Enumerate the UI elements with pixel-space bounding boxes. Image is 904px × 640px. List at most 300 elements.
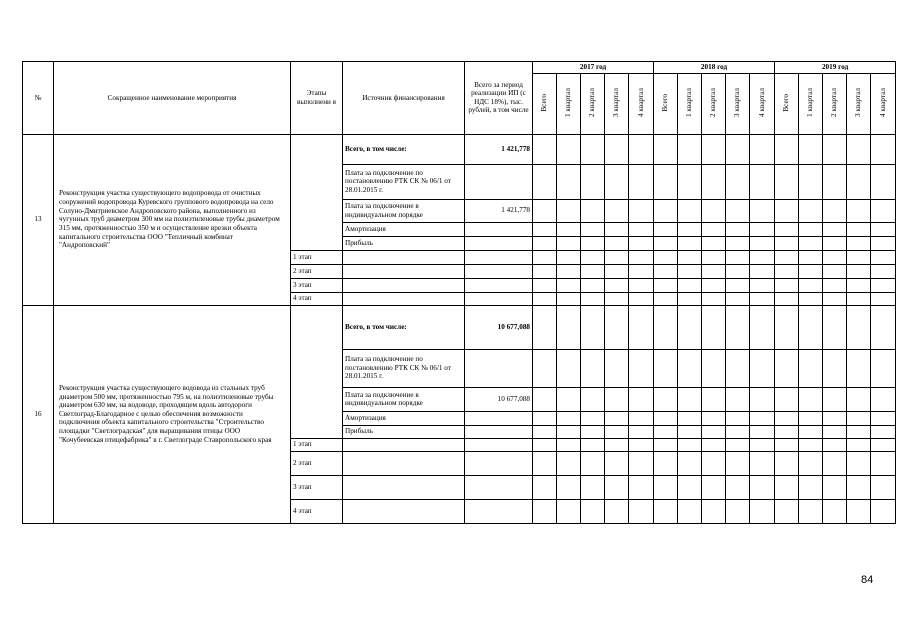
quarter-value-cell	[629, 292, 654, 305]
quarter-value-cell	[654, 164, 678, 199]
quarter-value-cell	[823, 387, 847, 411]
quarter-value-cell	[557, 438, 581, 451]
quarter-value-cell	[775, 236, 799, 250]
quarter-value-cell	[605, 134, 629, 164]
quarter-value-cell	[775, 438, 799, 451]
funding-total-value	[465, 411, 533, 425]
quarter-value-cell	[629, 387, 654, 411]
subheader-label: 4 квартал	[757, 87, 766, 117]
quarter-value-cell	[799, 222, 823, 236]
quarter-value-cell	[799, 451, 823, 475]
quarter-value-cell	[871, 264, 896, 278]
quarter-value-cell	[726, 425, 750, 438]
quarter-value-cell	[629, 222, 654, 236]
quarter-value-cell	[775, 499, 799, 523]
quarter-value-cell	[799, 411, 823, 425]
subheader-cell	[581, 73, 605, 134]
quarter-value-cell	[847, 292, 871, 305]
subheader-label: 3 квартал	[854, 87, 863, 117]
quarter-value-cell	[702, 451, 726, 475]
quarter-value-cell	[678, 164, 702, 199]
header-year-2017: 2017 год	[533, 62, 654, 74]
quarter-value-cell	[629, 250, 654, 264]
subheader-label: 4 квартал	[878, 87, 887, 117]
quarter-value-cell	[654, 387, 678, 411]
stage-label: 4 этап	[291, 292, 343, 305]
header-name: Сокращенное наименование мероприятия	[54, 62, 291, 135]
funding-source-label: Амортизация	[343, 222, 465, 236]
quarter-value-cell	[581, 475, 605, 499]
quarter-value-cell	[343, 278, 465, 292]
quarter-value-cell	[557, 250, 581, 264]
quarter-value-cell	[629, 411, 654, 425]
quarter-value-cell	[726, 164, 750, 199]
quarter-value-cell	[871, 387, 896, 411]
quarter-value-cell	[775, 250, 799, 264]
quarter-value-cell	[750, 164, 775, 199]
quarter-value-cell	[629, 199, 654, 222]
quarter-value-cell	[465, 438, 533, 451]
quarter-value-cell	[629, 499, 654, 523]
funding-total-value	[465, 164, 533, 199]
funding-source-label: Всего, в том числе:	[343, 305, 465, 349]
funding-total-value: 10 677,088	[465, 305, 533, 349]
quarter-value-cell	[605, 164, 629, 199]
quarter-value-cell	[799, 425, 823, 438]
stage-blank-cell	[291, 305, 343, 438]
quarter-value-cell	[799, 387, 823, 411]
quarter-value-cell	[533, 164, 557, 199]
subheader-label: 3 квартал	[612, 87, 621, 117]
quarter-value-cell	[605, 425, 629, 438]
subheader-label: Всего	[661, 93, 670, 112]
quarter-value-cell	[726, 236, 750, 250]
quarter-value-cell	[605, 305, 629, 349]
quarter-value-cell	[465, 499, 533, 523]
quarter-value-cell	[654, 305, 678, 349]
page-number: 84	[861, 574, 874, 586]
quarter-value-cell	[678, 134, 702, 164]
quarter-value-cell	[775, 387, 799, 411]
quarter-value-cell	[581, 278, 605, 292]
quarter-value-cell	[654, 292, 678, 305]
quarter-value-cell	[533, 222, 557, 236]
quarter-value-cell	[465, 475, 533, 499]
quarter-value-cell	[533, 411, 557, 425]
quarter-value-cell	[775, 199, 799, 222]
quarter-value-cell	[871, 250, 896, 264]
quarter-value-cell	[629, 349, 654, 387]
quarter-value-cell	[726, 278, 750, 292]
row-number: 13	[23, 134, 54, 305]
quarter-value-cell	[533, 499, 557, 523]
quarter-value-cell	[629, 438, 654, 451]
quarter-value-cell	[605, 349, 629, 387]
quarter-value-cell	[581, 451, 605, 475]
quarter-value-cell	[629, 278, 654, 292]
quarter-value-cell	[726, 305, 750, 349]
subheader-cell	[799, 73, 823, 134]
quarter-value-cell	[799, 134, 823, 164]
quarter-value-cell	[533, 475, 557, 499]
funding-source-label: Плата за подключение в индивидуальном порядке	[343, 387, 465, 411]
quarter-value-cell	[605, 438, 629, 451]
quarter-value-cell	[678, 199, 702, 222]
quarter-value-cell	[581, 387, 605, 411]
funding-total-value: 1 421,778	[465, 199, 533, 222]
quarter-value-cell	[750, 305, 775, 349]
quarter-value-cell	[581, 264, 605, 278]
quarter-value-cell	[533, 387, 557, 411]
funding-total-value	[465, 222, 533, 236]
quarter-value-cell	[799, 264, 823, 278]
quarter-value-cell	[702, 438, 726, 451]
funding-source-label: Всего, в том числе:	[343, 134, 465, 164]
quarter-value-cell	[823, 278, 847, 292]
funding-source-label: Плата за подключение по постановлению РТК СК № 06/1 от 28.01.2015 г.	[343, 164, 465, 199]
quarter-value-cell	[847, 278, 871, 292]
quarter-value-cell	[799, 236, 823, 250]
quarter-value-cell	[726, 411, 750, 425]
quarter-value-cell	[557, 264, 581, 278]
subheader-label: 2 квартал	[830, 87, 839, 117]
subheader-cell	[629, 73, 654, 134]
quarter-value-cell	[726, 199, 750, 222]
quarter-value-cell	[726, 264, 750, 278]
quarter-value-cell	[557, 278, 581, 292]
quarter-value-cell	[629, 236, 654, 250]
quarter-value-cell	[581, 438, 605, 451]
quarter-value-cell	[654, 199, 678, 222]
header-year-2019: 2019 год	[775, 62, 896, 74]
quarter-value-cell	[847, 134, 871, 164]
quarter-value-cell	[702, 199, 726, 222]
quarter-value-cell	[678, 250, 702, 264]
quarter-value-cell	[581, 349, 605, 387]
quarter-value-cell	[750, 438, 775, 451]
quarter-value-cell	[750, 387, 775, 411]
quarter-value-cell	[847, 387, 871, 411]
funding-total-value	[465, 425, 533, 438]
quarter-value-cell	[557, 236, 581, 250]
quarter-value-cell	[799, 475, 823, 499]
table-body	[23, 134, 896, 523]
investment-program-table	[22, 61, 896, 524]
quarter-value-cell	[557, 451, 581, 475]
quarter-value-cell	[702, 134, 726, 164]
quarter-value-cell	[557, 425, 581, 438]
quarter-value-cell	[581, 199, 605, 222]
quarter-value-cell	[847, 199, 871, 222]
quarter-value-cell	[823, 475, 847, 499]
quarter-value-cell	[343, 451, 465, 475]
quarter-value-cell	[823, 451, 847, 475]
quarter-value-cell	[465, 451, 533, 475]
quarter-value-cell	[678, 222, 702, 236]
quarter-value-cell	[726, 499, 750, 523]
quarter-value-cell	[750, 199, 775, 222]
quarter-value-cell	[750, 222, 775, 236]
quarter-value-cell	[678, 411, 702, 425]
quarter-value-cell	[775, 451, 799, 475]
quarter-value-cell	[605, 292, 629, 305]
subheader-cell	[871, 73, 896, 134]
quarter-value-cell	[823, 250, 847, 264]
quarter-value-cell	[871, 425, 896, 438]
quarter-value-cell	[871, 222, 896, 236]
quarter-value-cell	[750, 411, 775, 425]
quarter-value-cell	[702, 411, 726, 425]
quarter-value-cell	[847, 250, 871, 264]
subheader-cell	[702, 73, 726, 134]
quarter-value-cell	[847, 475, 871, 499]
header-year-2018: 2018 год	[654, 62, 775, 74]
quarter-value-cell	[629, 425, 654, 438]
quarter-value-cell	[847, 305, 871, 349]
funding-source-label: Амортизация	[343, 411, 465, 425]
header-total: Всего за период реализации ИП (с НДС 18%), тыс. рублей, в том числе	[465, 62, 533, 135]
header-source: Источник финансирования	[343, 62, 465, 135]
row-number: 16	[23, 305, 54, 523]
quarter-value-cell	[799, 438, 823, 451]
quarter-value-cell	[465, 250, 533, 264]
quarter-value-cell	[799, 164, 823, 199]
quarter-value-cell	[823, 264, 847, 278]
quarter-value-cell	[750, 236, 775, 250]
quarter-value-cell	[629, 134, 654, 164]
quarter-value-cell	[823, 438, 847, 451]
funding-source-label: Прибыль	[343, 236, 465, 250]
quarter-value-cell	[750, 292, 775, 305]
stage-label: 4 этап	[291, 499, 343, 523]
quarter-value-cell	[847, 451, 871, 475]
quarter-value-cell	[726, 134, 750, 164]
quarter-value-cell	[581, 411, 605, 425]
quarter-value-cell	[750, 250, 775, 264]
table-row	[23, 305, 896, 349]
quarter-value-cell	[702, 164, 726, 199]
stage-label: 1 этап	[291, 438, 343, 451]
quarter-value-cell	[702, 236, 726, 250]
quarter-value-cell	[581, 292, 605, 305]
quarter-value-cell	[605, 499, 629, 523]
quarter-value-cell	[678, 475, 702, 499]
quarter-value-cell	[605, 236, 629, 250]
quarter-value-cell	[629, 451, 654, 475]
quarter-value-cell	[343, 250, 465, 264]
quarter-value-cell	[726, 222, 750, 236]
quarter-value-cell	[557, 292, 581, 305]
subheader-label: 2 квартал	[588, 87, 597, 117]
quarter-value-cell	[847, 164, 871, 199]
quarter-value-cell	[581, 236, 605, 250]
quarter-value-cell	[654, 475, 678, 499]
quarter-value-cell	[678, 305, 702, 349]
quarter-value-cell	[605, 264, 629, 278]
quarter-value-cell	[775, 425, 799, 438]
quarter-value-cell	[799, 499, 823, 523]
quarter-value-cell	[678, 264, 702, 278]
quarter-value-cell	[823, 349, 847, 387]
quarter-value-cell	[702, 387, 726, 411]
quarter-value-cell	[605, 451, 629, 475]
subheader-cell	[823, 73, 847, 134]
quarter-value-cell	[581, 305, 605, 349]
quarter-value-cell	[343, 264, 465, 278]
funding-source-label: Плата за подключение по постановлению РТК СК № 06/1 от 28.01.2015 г.	[343, 349, 465, 387]
quarter-value-cell	[654, 236, 678, 250]
quarter-value-cell	[750, 475, 775, 499]
quarter-value-cell	[533, 134, 557, 164]
quarter-value-cell	[871, 499, 896, 523]
quarter-value-cell	[343, 475, 465, 499]
quarter-value-cell	[726, 250, 750, 264]
quarter-value-cell	[775, 349, 799, 387]
quarter-value-cell	[533, 305, 557, 349]
subheader-cell	[678, 73, 702, 134]
quarter-value-cell	[702, 250, 726, 264]
quarter-value-cell	[702, 222, 726, 236]
quarter-value-cell	[678, 451, 702, 475]
quarter-value-cell	[533, 250, 557, 264]
quarter-value-cell	[847, 499, 871, 523]
quarter-value-cell	[847, 411, 871, 425]
quarter-value-cell	[557, 305, 581, 349]
quarter-value-cell	[557, 499, 581, 523]
quarter-value-cell	[557, 164, 581, 199]
quarter-value-cell	[823, 411, 847, 425]
quarter-value-cell	[557, 411, 581, 425]
quarter-value-cell	[343, 292, 465, 305]
quarter-value-cell	[654, 278, 678, 292]
quarter-value-cell	[654, 451, 678, 475]
quarter-value-cell	[775, 164, 799, 199]
quarter-value-cell	[605, 278, 629, 292]
quarter-value-cell	[823, 222, 847, 236]
quarter-value-cell	[605, 250, 629, 264]
quarter-value-cell	[702, 278, 726, 292]
quarter-value-cell	[533, 236, 557, 250]
quarter-value-cell	[581, 499, 605, 523]
quarter-value-cell	[702, 349, 726, 387]
quarter-value-cell	[581, 164, 605, 199]
subheader-label: 2 квартал	[709, 87, 718, 117]
quarter-value-cell	[823, 292, 847, 305]
quarter-value-cell	[726, 438, 750, 451]
subheader-label: Всего	[782, 93, 791, 112]
stage-blank-cell	[291, 134, 343, 250]
quarter-value-cell	[871, 199, 896, 222]
stage-label: 3 этап	[291, 278, 343, 292]
quarter-value-cell	[847, 349, 871, 387]
quarter-value-cell	[605, 411, 629, 425]
quarter-value-cell	[847, 222, 871, 236]
quarter-value-cell	[823, 134, 847, 164]
subheader-cell	[847, 73, 871, 134]
funding-source-label: Плата за подключение в индивидуальном порядке	[343, 199, 465, 222]
quarter-value-cell	[726, 475, 750, 499]
quarter-value-cell	[581, 425, 605, 438]
quarter-value-cell	[678, 499, 702, 523]
quarter-value-cell	[871, 475, 896, 499]
quarter-value-cell	[750, 499, 775, 523]
subheader-cell	[557, 73, 581, 134]
quarter-value-cell	[726, 349, 750, 387]
quarter-value-cell	[678, 349, 702, 387]
quarter-value-cell	[775, 278, 799, 292]
quarter-value-cell	[726, 387, 750, 411]
quarter-value-cell	[654, 438, 678, 451]
subheader-cell	[726, 73, 750, 134]
quarter-value-cell	[823, 499, 847, 523]
quarter-value-cell	[799, 305, 823, 349]
quarter-value-cell	[654, 264, 678, 278]
quarter-value-cell	[847, 438, 871, 451]
quarter-value-cell	[533, 425, 557, 438]
subheader-label: Всего	[540, 93, 549, 112]
quarter-value-cell	[465, 278, 533, 292]
quarter-value-cell	[775, 305, 799, 349]
measure-description: Реконструкция участка существующего водовода из стальных труб диаметром 500 мм, протяженностью 795 м, на полиэтиленовые трубы диаметром 630 мм, на водоводе, проходящем вдоль автодороги Светлоград-Благодарное с целью обеспечения возможности подключения объекта капитального строительства "Строительство площадки "Светлоградская" для выращивания птицы ООО "Кочубеевская птицефабрика" в г. Светлограде Ставропольского края	[54, 305, 291, 523]
quarter-value-cell	[557, 199, 581, 222]
quarter-value-cell	[750, 278, 775, 292]
quarter-value-cell	[654, 222, 678, 236]
quarter-value-cell	[533, 438, 557, 451]
quarter-value-cell	[678, 438, 702, 451]
subheader-cell	[533, 73, 557, 134]
funding-total-value	[465, 349, 533, 387]
quarter-value-cell	[533, 349, 557, 387]
quarter-value-cell	[726, 292, 750, 305]
quarter-value-cell	[775, 134, 799, 164]
quarter-value-cell	[533, 199, 557, 222]
quarter-value-cell	[750, 425, 775, 438]
quarter-value-cell	[581, 222, 605, 236]
quarter-value-cell	[654, 425, 678, 438]
quarter-value-cell	[654, 499, 678, 523]
quarter-value-cell	[871, 292, 896, 305]
quarter-value-cell	[702, 475, 726, 499]
quarter-value-cell	[775, 222, 799, 236]
funding-total-value	[465, 236, 533, 250]
quarter-value-cell	[557, 349, 581, 387]
subheader-label: 1 квартал	[806, 87, 815, 117]
quarter-value-cell	[465, 292, 533, 305]
quarter-value-cell	[533, 451, 557, 475]
quarter-value-cell	[799, 199, 823, 222]
quarter-value-cell	[678, 278, 702, 292]
quarter-value-cell	[654, 349, 678, 387]
subheader-label: 4 квартал	[636, 87, 645, 117]
quarter-value-cell	[871, 236, 896, 250]
funding-total-value: 1 421,778	[465, 134, 533, 164]
quarter-value-cell	[557, 134, 581, 164]
quarter-value-cell	[533, 292, 557, 305]
subheader-cell	[605, 73, 629, 134]
quarter-value-cell	[654, 411, 678, 425]
quarter-value-cell	[605, 387, 629, 411]
stage-label: 2 этап	[291, 264, 343, 278]
quarter-value-cell	[678, 387, 702, 411]
quarter-value-cell	[557, 387, 581, 411]
subheader-cell	[654, 73, 678, 134]
stage-label: 1 этап	[291, 250, 343, 264]
quarter-value-cell	[871, 411, 896, 425]
stage-label: 3 этап	[291, 475, 343, 499]
quarter-value-cell	[605, 475, 629, 499]
subheader-label: 3 квартал	[733, 87, 742, 117]
funding-source-label: Прибыль	[343, 425, 465, 438]
